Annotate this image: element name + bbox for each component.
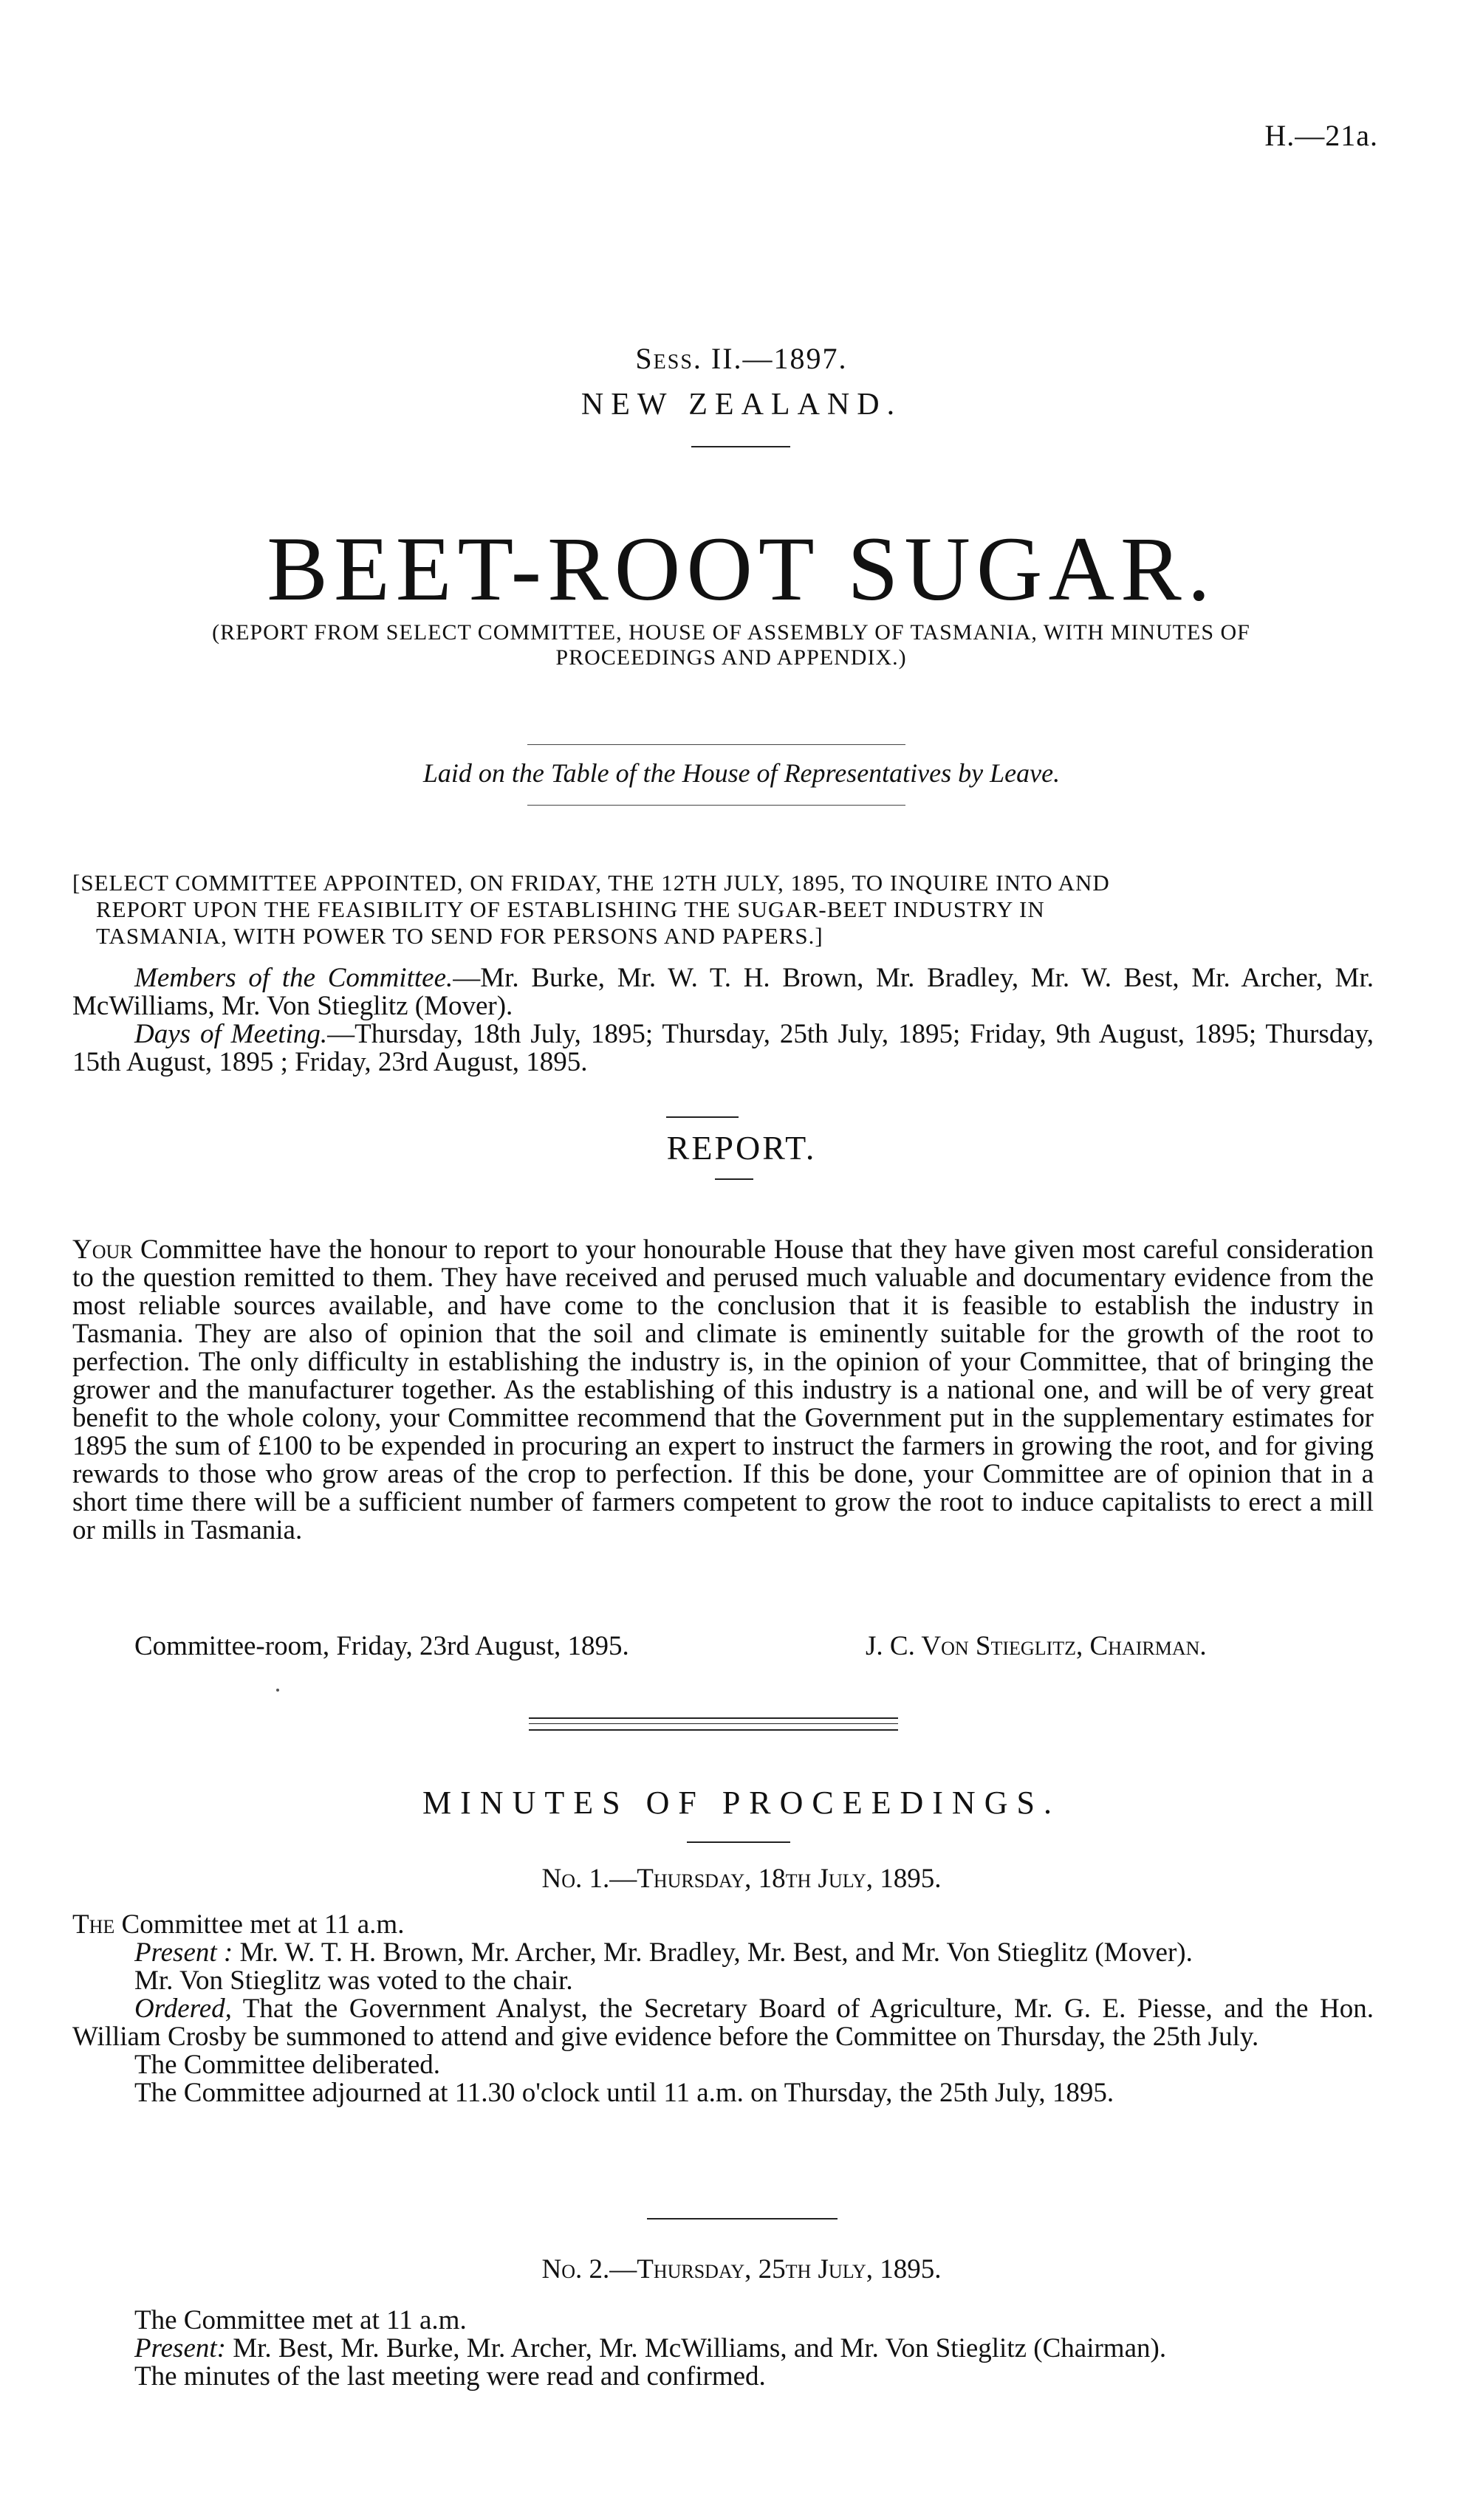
days-paragraph [72, 1020, 1374, 1077]
subtitle-line: (REPORT FROM SELECT COMMITTEE, HOUSE OF ASSEMBLY OF TASMANIA, WITH MINUTES OF [212, 620, 1250, 645]
minutes-line: Mr. Von Stieglitz was voted to the chair. [134, 1965, 573, 1996]
signoff-place-date: Committee-room, Friday, 23rd August, 1895. [134, 1631, 629, 1661]
report-lead: Your [72, 1235, 133, 1265]
minutes-line [72, 1939, 1374, 1967]
present-text: Mr. W. T. H. Brown, Mr. Archer, Mr. Bradley, Mr. Best, and Mr. Von Stieglitz (Mover). [233, 1937, 1193, 1968]
appointment-line: [SELECT COMMITTEE APPOINTED, ON FRIDAY, THE 12TH JULY, 1895, TO INQUIRE INTO AND [72, 870, 1110, 896]
divider-rule [529, 1717, 898, 1719]
report-text: Committee have the honour to report to your honourable House that they have given most careful consideration to the question remitted to them. They have received and perused much valuable and documentary evidence from the most reliable sources available, and have come to the conclusion that it is feasible to establish the industry in Tasmania. They are also of opinion that the soil and climate is eminently suitable for the growth of the root to perfection. The only difficulty in establishing the industry is, in the opinion of your Committee, that of bringing the grower and the manufacturer together. As the establishing of this industry is a national one, and will be of very great benefit to the whole colony, your Committee recommend that the Government put in the supplementary estimates for 1895 the sum of £100 to be expended in procuring an expert to instruct the farmers in growing the root, and for giving rewards to those who grow areas of the crop to perfection. If this be done, your Committee are of opinion that in a short time there will be a sufficient number of farmers competent to grow the root to induce capitalists to erect a mill or mills in Tasmania. [72, 1235, 1374, 1545]
ink-dot [276, 1689, 279, 1692]
divider-rule [529, 1729, 898, 1731]
report-signoff [134, 1630, 1375, 1662]
report-heading: REPORT. [666, 1129, 817, 1167]
present-label: Present : [134, 1937, 233, 1968]
divider-rule [691, 446, 790, 447]
country-line: NEW ZEALAND. [580, 388, 903, 422]
minutes-heading: MINUTES OF PROCEEDINGS. [422, 1785, 1061, 1821]
minutes-line: The Committee deliberated. [134, 2050, 441, 2080]
appointment-line: REPORT UPON THE FEASIBILITY OF ESTABLISHING THE SUGAR-BEET INDUSTRY IN [96, 896, 1045, 922]
divider-rule [666, 1116, 739, 1118]
divider-rule [529, 1723, 898, 1724]
present-text: Mr. Best, Mr. Burke, Mr. Archer, Mr. McWilliams, and Mr. Von Stieglitz (Chairman). [225, 2333, 1167, 2363]
days-label: Days of Meeting. [134, 1019, 328, 1049]
minutes-line [72, 2335, 1374, 2363]
minutes-line: The Committee adjourned at 11.30 o'clock until 11 a.m. on Thursday, the 25th July, 1895. [134, 2078, 1114, 2108]
divider-rule [687, 1841, 790, 1843]
minutes-line: The Committee met at 11 a.m. [134, 2305, 467, 2335]
subtitle-line: PROCEEDINGS AND APPENDIX.) [555, 645, 907, 670]
divider-rule [715, 1178, 753, 1180]
signoff-chairman: J. C. Von Stieglitz, Chairman. [866, 1631, 1207, 1661]
session-line: Sess. II.—1897. [635, 342, 848, 375]
committee-appointment [72, 870, 1372, 950]
committee-details [72, 964, 1374, 1077]
minutes-line [72, 1995, 1374, 2051]
members-paragraph [72, 964, 1374, 1020]
minutes-line [72, 1911, 1374, 1939]
minutes-line: The minutes of the last meeting were read and confirmed. [134, 2361, 766, 2392]
divider-rule [527, 744, 905, 745]
meeting-minutes [72, 2307, 1374, 2391]
meeting-heading: No. 1.—Thursday, 18th July, 1895. [541, 1864, 942, 1894]
divider-rule [647, 2218, 838, 2219]
minutes-text: Committee met at 11 a.m. [114, 1909, 405, 1940]
present-label: Present: [134, 2333, 226, 2363]
divider-rule [527, 805, 905, 806]
meeting-minutes [72, 1911, 1374, 2107]
meeting-heading: No. 2.—Thursday, 25th July, 1895. [541, 2254, 942, 2284]
page-title: BEET-ROOT SUGAR. [267, 518, 1216, 619]
page-subtitle [74, 620, 1388, 670]
appointment-line: TASMANIA, WITH POWER TO SEND FOR PERSONS AND PAPERS.] [96, 923, 823, 949]
members-label: Members of the Committee. [134, 963, 453, 993]
report-paragraph [72, 1236, 1374, 1545]
laid-on-table-note: Laid on the Table of the House of Representatives by Leave. [422, 758, 1061, 788]
ordered-label: Ordered, [134, 1994, 232, 2024]
minutes-lead: The [72, 1909, 115, 1940]
report-body [72, 1236, 1374, 1545]
ordered-text: That the Government Analyst, the Secretary Board of Agriculture, Mr. G. E. Piesse, and the Hon. William Crosby be summoned to attend and give evidence before the Committee on Thursday, the 25th July. [72, 1994, 1374, 2052]
document-id: H.—21a. [1264, 119, 1378, 152]
days-text: —Thursday, 18th July, 1895; Thursday, 25th July, 1895; Friday, 9th August, 1895; Thursday, 15th August, 1895 ; Friday, 23rd August, 1895. [72, 1019, 1374, 1077]
members-text: —Mr. Burke, Mr. W. T. H. Brown, Mr. Bradley, Mr. W. Best, Mr. Archer, Mr. McWilliams, Mr. Von Stieglitz (Mover). [72, 963, 1374, 1021]
